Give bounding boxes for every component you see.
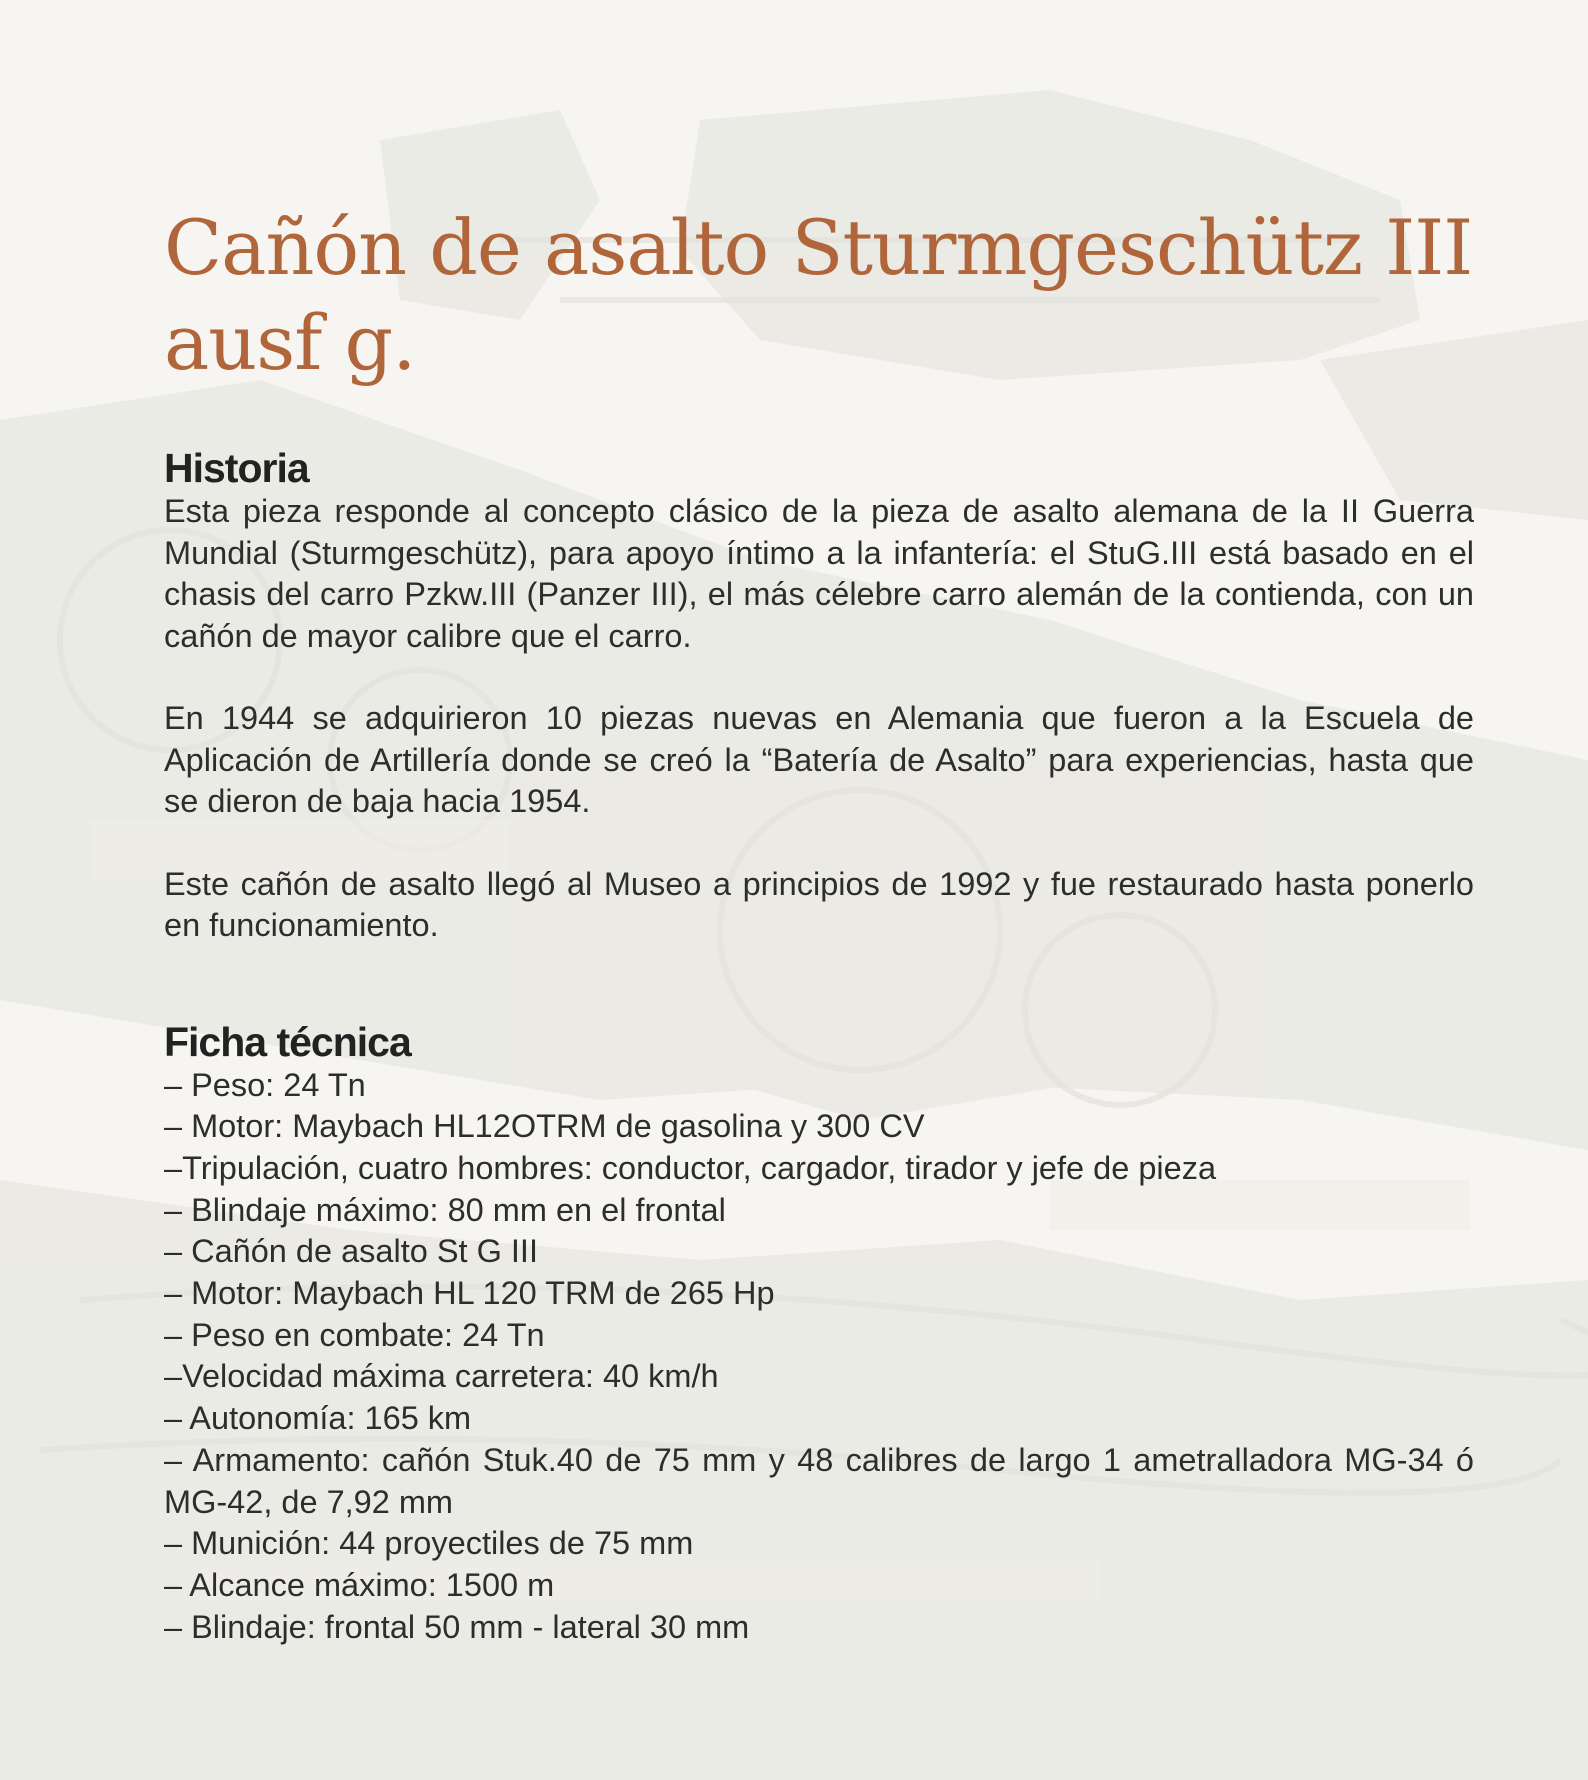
spec-item-peso-combate: – Peso en combate: 24 Tn [164, 1316, 545, 1353]
article-content [164, 200, 1474, 1648]
spec-item-tripulacion: –Tripulación, cuatro hombres: conductor, cargador, tirador y jefe de pieza [164, 1149, 1217, 1186]
historia-section [164, 491, 1474, 947]
spec-item-municion: – Munición: 44 proyectiles de 75 mm [164, 1525, 694, 1562]
historia-paragraph-3: Este cañón de asalto llegó al Museo a principios de 1992 y fue restaurado hasta ponerlo en funcionamiento. [164, 865, 1474, 943]
ficha-tecnica-heading: Ficha técnica [164, 1018, 411, 1065]
historia-heading: Historia [164, 445, 309, 491]
spec-list [164, 1065, 1474, 1649]
page-title [164, 200, 1474, 390]
spec-item-autonomia: – Autonomía: 165 km [164, 1400, 472, 1437]
spec-item-blindaje-maximo: – Blindaje máximo: 80 mm en el frontal [164, 1191, 726, 1228]
spec-item-alcance: – Alcance máximo: 1500 m [164, 1566, 555, 1603]
title-line-1: Cañón de asalto Sturmgeschütz III [164, 203, 1473, 292]
spec-item-canon: – Cañón de asalto St G III [164, 1233, 538, 1270]
spec-item-peso: – Peso: 24 Tn [164, 1066, 366, 1103]
spec-item-velocidad: –Velocidad máxima carretera: 40 km/h [164, 1358, 719, 1395]
title-line-2: ausf g. [164, 298, 416, 387]
spec-item-armamento: – Armamento: cañón Stuk.40 de 75 mm y 48 calibres de largo 1 ametralladora MG-34 ó MG-42, de 7,92 mm [164, 1441, 1474, 1520]
spec-item-blindaje: – Blindaje: frontal 50 mm - lateral 30 mm [164, 1608, 750, 1645]
historia-paragraph-2: En 1944 se adquirieron 10 piezas nuevas en Alemania que fueron a la Escuela de Aplicación de Artillería donde se creó la “Batería de Asalto” para experiencias, hasta que se dieron de baja hacia 1954. [164, 700, 1474, 819]
spec-item-motor-hp: – Motor: Maybach HL 120 TRM de 265 Hp [164, 1275, 775, 1312]
historia-paragraph-1: Esta pieza responde al concepto clásico de la pieza de asalto alemana de la II Guerra Mundial (Sturmgeschütz), para apoyo íntimo a la infantería: el StuG.III está basado en el chasis del carro Pzkw.III (Panzer III), el más célebre carro alemán de la contienda, con un cañón de mayor calibre que el carro. [164, 493, 1474, 654]
spec-item-motor: – Motor: Maybach HL12OTRM de gasolina y 300 CV [164, 1108, 925, 1145]
